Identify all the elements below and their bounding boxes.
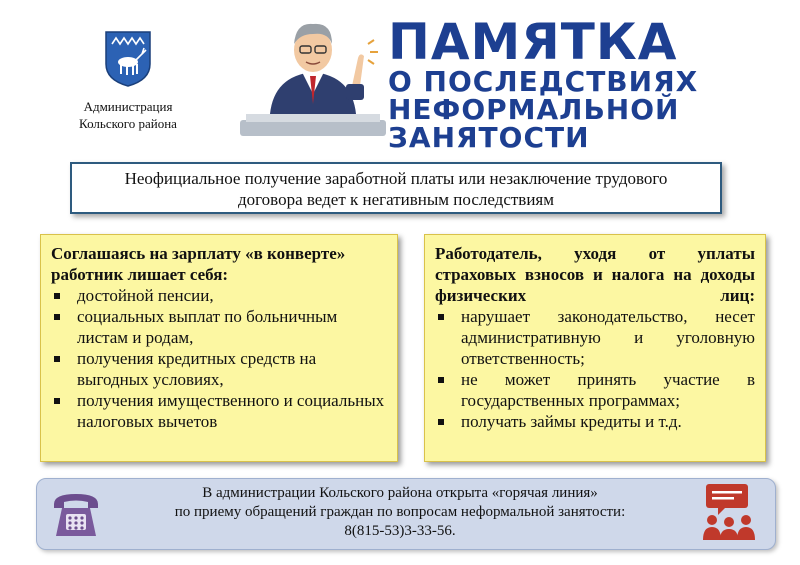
coat-of-arms-icon — [104, 30, 152, 88]
title-line-3: НЕФОРМАЛЬНОЙ — [388, 93, 680, 126]
list-item: нарушает законодательство, несет административную и уголовную ответственность; — [435, 306, 755, 369]
list-item: получения имущественного и социальных налоговых вычетов — [51, 390, 387, 432]
speaker-illustration — [240, 14, 386, 136]
list-item: социальных выплат по больничным листам и родам, — [51, 306, 387, 348]
list-item: получения кредитных средств на выгодных условиях, — [51, 348, 387, 390]
banner-line-1: Неофициальное получение заработной платы или незаключение трудового — [124, 169, 668, 188]
list-item: не может принять участие в государственных программах; — [435, 369, 755, 411]
right-panel-list — [435, 306, 755, 432]
employer-consequences-panel — [424, 234, 766, 462]
right-panel-heading: Работодатель, уходя от уплаты страховых взносов и налога на доходы физических лиц: — [435, 244, 755, 305]
hotline-line-1: В администрации Кольского района открыта «горячая линия» — [202, 485, 598, 501]
left-panel-list — [51, 285, 387, 432]
title-main: ПАМЯТКА — [388, 13, 678, 71]
left-panel-heading: Соглашаясь на зарплату «в конверте» работник лишает себя: — [51, 244, 346, 284]
title-line-4: ЗАНЯТОСТИ — [388, 121, 590, 154]
hotline-info — [150, 484, 650, 541]
banner-line-2: договора ведет к негативным последствиям — [237, 190, 555, 209]
title-line-2: О ПОСЛЕДСТВИЯХ — [388, 65, 699, 98]
list-item: достойной пенсии, — [51, 285, 387, 306]
list-item: получать займы кредиты и т.д. — [435, 411, 755, 432]
people-chat-icon — [700, 482, 758, 542]
poster-title — [388, 13, 793, 154]
employee-consequences-panel — [40, 234, 398, 462]
telephone-icon — [48, 486, 104, 542]
hotline-line-2: по приему обращений граждан по вопросам неформальной занятости: — [174, 504, 626, 520]
warning-banner — [70, 162, 722, 214]
administration-name: Администрация Кольского района — [79, 99, 177, 131]
hotline-phone[interactable]: 8(815-53)3-33-56. — [344, 523, 456, 539]
